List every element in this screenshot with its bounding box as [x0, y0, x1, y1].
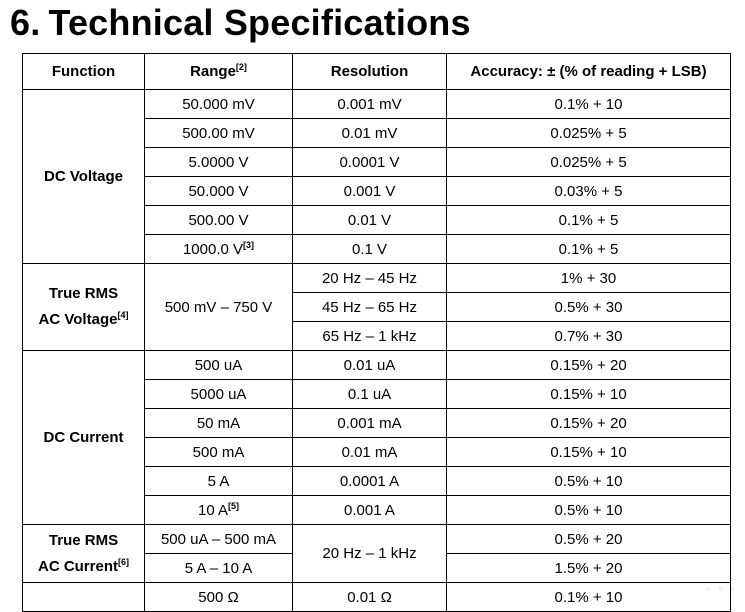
function-ac-current: True RMS AC Current[6]	[23, 525, 145, 583]
accuracy-cell: 1% + 30	[447, 264, 731, 293]
frequency-cell: 45 Hz – 65 Hz	[293, 293, 447, 322]
accuracy-cell: 0.15% + 10	[447, 380, 731, 409]
resolution-cell: 0.01 V	[293, 206, 447, 235]
range-cell: 500 uA – 500 mA	[145, 525, 293, 554]
spec-table	[22, 53, 731, 612]
page-title	[10, 2, 471, 44]
header-range	[145, 54, 293, 90]
function-ac-voltage: True RMS AC Voltage[4]	[23, 264, 145, 351]
range-cell: 500 mA	[145, 438, 293, 467]
resolution-cell: 0.01 Ω	[293, 583, 447, 612]
table-row	[23, 525, 731, 554]
range-cell: 5 A – 10 A	[145, 554, 293, 583]
resolution-cell: 0.1 V	[293, 235, 447, 264]
table-row-partial	[23, 583, 731, 612]
accuracy-cell: 0.025% + 5	[447, 148, 731, 177]
header-function: Function	[23, 54, 145, 90]
function-cell	[23, 583, 145, 612]
resolution-cell: 0.01 mA	[293, 438, 447, 467]
resolution-cell: 0.0001 A	[293, 467, 447, 496]
range-cell: 10 A[5]	[145, 496, 293, 525]
accuracy-cell: 0.15% + 10	[447, 438, 731, 467]
accuracy-cell: 0.1% + 5	[447, 206, 731, 235]
range-cell: 500 mV – 750 V	[145, 264, 293, 351]
accuracy-cell: 0.5% + 10	[447, 467, 731, 496]
section-number: 6.	[10, 2, 41, 43]
table-row	[23, 90, 731, 119]
section-title: Technical Specifications	[48, 2, 471, 43]
accuracy-cell: 0.1% + 5	[447, 235, 731, 264]
accuracy-cell: 0.7% + 30	[447, 322, 731, 351]
function-dc-current: DC Current	[23, 351, 145, 525]
resolution-cell: 0.01 uA	[293, 351, 447, 380]
range-cell: 500.00 mV	[145, 119, 293, 148]
accuracy-cell: 0.5% + 20	[447, 525, 731, 554]
accuracy-cell: 0.15% + 20	[447, 351, 731, 380]
accuracy-cell: 0.5% + 30	[447, 293, 731, 322]
range-cell: 5.0000 V	[145, 148, 293, 177]
resolution-cell: 0.001 V	[293, 177, 447, 206]
resolution-cell: 0.1 uA	[293, 380, 447, 409]
accuracy-cell: 1.5% + 20	[447, 554, 731, 583]
range-cell: 50.000 mV	[145, 90, 293, 119]
header-row	[23, 54, 731, 90]
resolution-cell: 0.001 mV	[293, 90, 447, 119]
table-row	[23, 351, 731, 380]
accuracy-cell: 0.15% + 20	[447, 409, 731, 438]
range-cell: 500 uA	[145, 351, 293, 380]
accuracy-cell: 0.025% + 5	[447, 119, 731, 148]
table-row	[23, 264, 731, 293]
resolution-cell: 0.001 A	[293, 496, 447, 525]
accuracy-cell: 0.1% + 10	[447, 90, 731, 119]
accuracy-cell: 0.1% + 10	[447, 583, 731, 612]
frequency-cell: 65 Hz – 1 kHz	[293, 322, 447, 351]
resolution-cell: 0.01 mV	[293, 119, 447, 148]
range-cell: 500.00 V	[145, 206, 293, 235]
frequency-cell: 20 Hz – 1 kHz	[293, 525, 447, 583]
resolution-cell: 0.0001 V	[293, 148, 447, 177]
frequency-cell: 20 Hz – 45 Hz	[293, 264, 447, 293]
range-cell: 5000 uA	[145, 380, 293, 409]
resolution-cell: 0.001 mA	[293, 409, 447, 438]
header-range-label: Range	[190, 63, 236, 80]
range-cell: 50.000 V	[145, 177, 293, 206]
function-dc-voltage: DC Voltage	[23, 90, 145, 264]
watermark: ◦ ◦ ◦	[705, 581, 737, 596]
range-cell: 1000.0 V[3]	[145, 235, 293, 264]
accuracy-cell: 0.5% + 10	[447, 496, 731, 525]
range-cell: 500 Ω	[145, 583, 293, 612]
range-cell: 50 mA	[145, 409, 293, 438]
accuracy-cell: 0.03% + 5	[447, 177, 731, 206]
range-cell: 5 A	[145, 467, 293, 496]
footnote-ref: [2]	[235, 62, 247, 72]
header-resolution: Resolution	[293, 54, 447, 90]
header-accuracy: Accuracy: ± (% of reading + LSB)	[447, 54, 731, 90]
